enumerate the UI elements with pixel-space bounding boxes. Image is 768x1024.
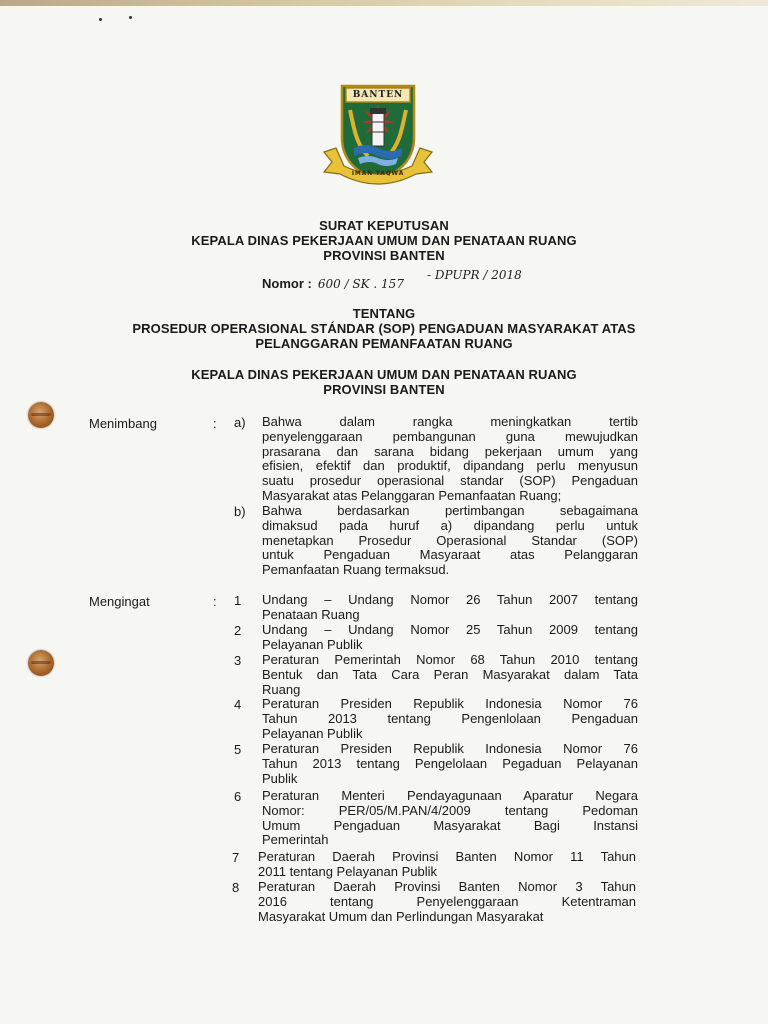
mengingat-item-8 — [258, 880, 636, 924]
text-line: Peraturan Presiden Republik Indonesia Nomor 76 — [262, 696, 638, 711]
text-line: Peraturan Pemerintah Nomor 68 Tahun 2010 tentang — [262, 652, 638, 667]
text-line: Peraturan Menteri Pendayagunaan Aparatur Negara — [262, 788, 638, 803]
menimbang-label: Menimbang — [89, 416, 157, 431]
binder-hole-top — [28, 402, 54, 428]
banten-emblem — [320, 82, 436, 190]
text-line: Nomor: PER/05/M.PAN/4/2009 tentang Pedoman — [262, 802, 638, 818]
official-title-line2: PROVINSI BANTEN — [323, 382, 445, 397]
decree-number — [262, 276, 404, 291]
mengingat-item-5 — [262, 742, 638, 786]
text-line: Ruang — [262, 681, 301, 697]
mengingat-colon: : — [213, 594, 217, 609]
doc-type-title: SURAT KEPUTUSAN — [319, 218, 449, 233]
mengingat-item-2 — [262, 623, 638, 653]
mengingat-marker: 4 — [234, 697, 242, 712]
decree-number-handwritten: 600 / SK . 157 — [317, 277, 404, 291]
mengingat-marker: 6 — [234, 789, 242, 804]
menimbang-colon: : — [213, 416, 217, 431]
mengingat-item-4 — [262, 697, 638, 741]
text-line: Tahun 2013 tentang Pengelolaan Pegaduan Pelayanan — [262, 755, 638, 771]
menimbang-item-a — [262, 415, 638, 504]
mengingat-item-1 — [262, 593, 638, 623]
mengingat-marker: 8 — [232, 880, 240, 895]
mengingat-item-6 — [262, 789, 638, 848]
scan-top-edge — [0, 0, 768, 6]
text-line: Peraturan Presiden Republik Indonesia Nomor 76 — [262, 741, 638, 756]
mengingat-item-3 — [262, 653, 638, 697]
text-line: Publik — [262, 770, 298, 786]
text-line: Peraturan Daerah Provinsi Banten Nomor 3 Tahun — [258, 879, 636, 894]
text-line: Umum Pengaduan Masyarakat Bagi Instansi — [262, 817, 638, 833]
text-line: Penataan Ruang — [262, 606, 360, 622]
mengingat-item-7 — [258, 850, 636, 880]
menimbang-item-b — [262, 504, 638, 578]
text-line: Undang – Undang Nomor 26 Tahun 2007 tentang — [262, 592, 638, 607]
text-line: untuk Pengaduan Masyaraat atas Pelanggaran — [262, 547, 638, 563]
text-line: Masyarakat Umum dan Perlindungan Masyarakat — [258, 908, 544, 924]
subject-title-line2: PELANGGARAN PEMANFAATAN RUANG — [255, 336, 513, 351]
menimbang-marker: a) — [234, 415, 246, 430]
text-line: Bahwa berdasarkan pertimbangan sebagaimana — [262, 503, 638, 518]
mengingat-marker: 5 — [234, 742, 242, 757]
text-line: Peraturan Daerah Provinsi Banten Nomor 11 Tahun — [258, 849, 636, 864]
text-line: 2016 tentang Penyelenggaraan Ketentraman — [258, 893, 636, 909]
issuer-title: KEPALA DINAS PEKERJAAN UMUM DAN PENATAAN RUANG — [191, 233, 577, 248]
text-line: suatu prosedur operasional standar (SOP) Pengaduan — [262, 473, 638, 489]
mengingat-marker: 1 — [234, 593, 242, 608]
mengingat-marker: 7 — [232, 850, 240, 865]
decree-number-label: Nomor : — [262, 276, 312, 291]
text-line: dimaksud pada huruf a) dipandang perlu untuk — [262, 517, 638, 533]
menimbang-marker: b) — [234, 504, 246, 519]
text-line: Pemerintah — [262, 832, 329, 848]
text-line: Pelayanan Publik — [262, 725, 363, 741]
text-line: penyelenggaraan pembangunan guna mewujudkan — [262, 428, 638, 444]
text-line: menetapkan Prosedur Operasional Standar (SOP) — [262, 532, 638, 548]
text-line: Undang – Undang Nomor 25 Tahun 2009 tentang — [262, 622, 638, 637]
text-line: Bentuk dan Tata Cara Peran Masyarakat dalam Tata — [262, 666, 638, 682]
tentang-label: TENTANG — [352, 306, 416, 321]
text-line: 2011 tentang Pelayanan Publik — [258, 863, 438, 879]
scan-speck — [129, 16, 132, 19]
text-line: Bahwa dalam rangka meningkatkan tertib — [262, 414, 638, 429]
scan-speck — [99, 18, 102, 21]
mengingat-marker: 2 — [234, 623, 242, 638]
subject-title-line1: PROSEDUR OPERASIONAL STÁNDAR (SOP) PENGADUAN MASYARAKAT ATAS — [132, 321, 636, 336]
text-line: Pemanfaatan Ruang termaksud. — [262, 562, 450, 578]
issuer-province: PROVINSI BANTEN — [323, 248, 445, 263]
mengingat-label: Mengingat — [89, 594, 150, 609]
emblem-top-text: BANTEN — [352, 90, 404, 100]
text-line: prasarana dan sarana bidang pekerjaan umum yang — [262, 443, 638, 459]
text-line: efisien, efektif dan produktif, dipandang perlu menyusun — [262, 458, 638, 474]
text-line: Masyarakat atas Pelanggaran Pemanfaatan Ruang; — [262, 487, 562, 503]
mengingat-marker: 3 — [234, 653, 242, 668]
text-line: Tahun 2013 tentang Pengenlolaan Pengaduan — [262, 710, 638, 726]
decree-number-handwritten-suffix: - DPUPR / 2018 — [427, 268, 522, 282]
official-title-line1: KEPALA DINAS PEKERJAAN UMUM DAN PENATAAN RUANG — [191, 367, 577, 382]
emblem-ribbon-text: IMAN TAQWA — [351, 170, 405, 177]
text-line: Pelayanan Publik — [262, 636, 363, 652]
binder-hole-bottom — [28, 650, 54, 676]
